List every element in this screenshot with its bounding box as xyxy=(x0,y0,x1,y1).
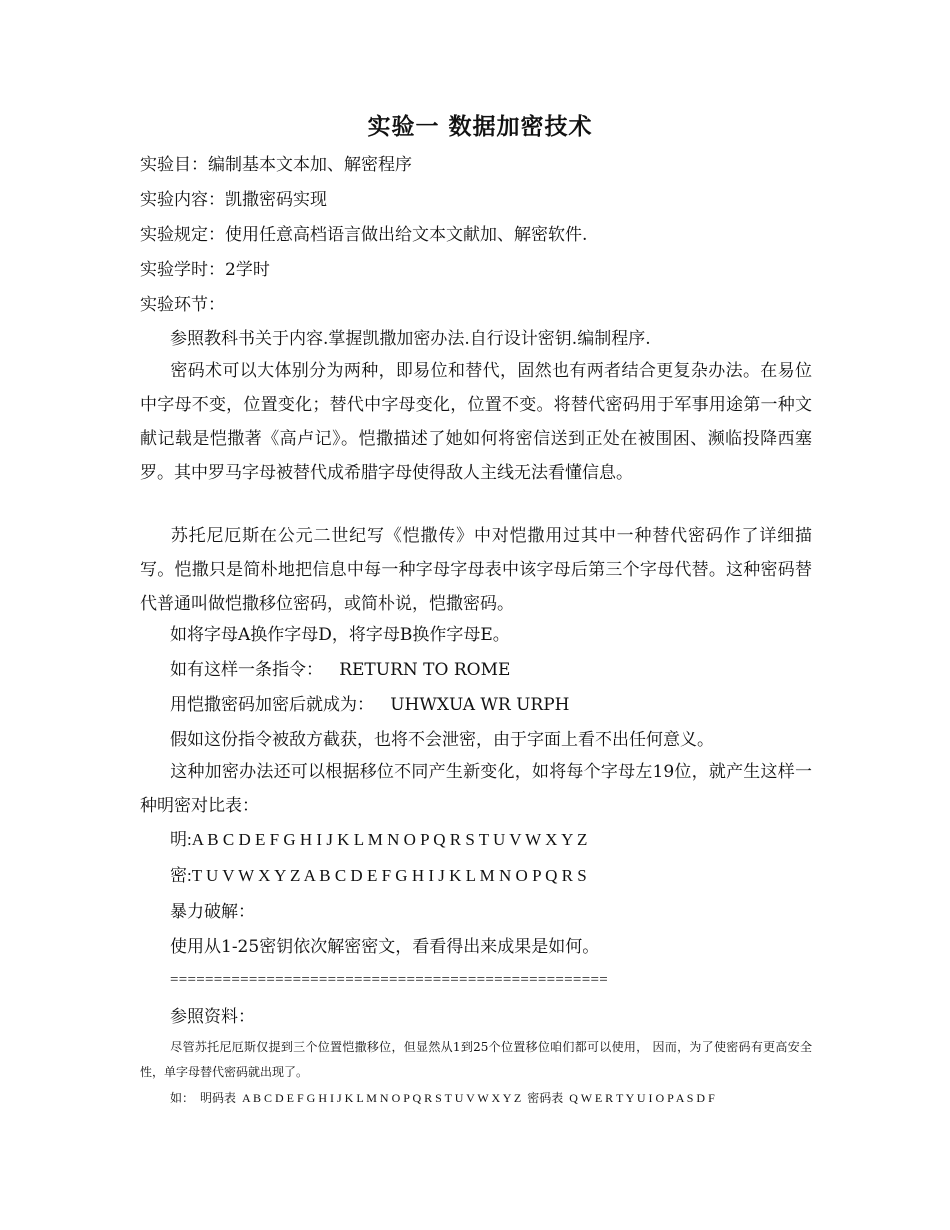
reference-heading: 参照资料： xyxy=(170,1007,255,1027)
reference-example: 如： 明码表 A B C D E F G H I J K L M N O P Q R S T U V W X Y Z 密码表 Q W E R T Y U I O P A S D F xyxy=(170,1091,715,1105)
encrypted-line: 用恺撒密码加密后就成为： UHWXUA WR URPH xyxy=(170,695,570,715)
reference-paragraph xyxy=(140,1035,812,1085)
paragraph-cryptography xyxy=(140,354,812,490)
cipher-alphabet-row: 密:T U V W X Y Z A B C D E F G H I J K L M N O P Q R S xyxy=(170,866,587,885)
reference-paragraph-text: 尽管苏托尼厄斯仅提到三个位置恺撒移位，但显然从1到25个位置移位咱们都可以使用， 因而，为了使密码有更高安全性，单字母替代密码就出现了。 xyxy=(140,1040,812,1079)
paragraph-shift-text: 这种加密办法还可以根据移位不同产生新变化，如将每个字母左19位，就产生这样一种明密对比表： xyxy=(140,762,812,816)
paragraph-suetonius-text: 苏托尼厄斯在公元二世纪写《恺撒传》中对恺撒用过其中一种替代密码作了详细描写。恺撒只是简朴地把信息中每一种字母字母表中该字母后第三个字母代替。这种密码替代普通叫做恺撒移位密码，或简朴说，恺撒密码。 xyxy=(140,526,812,614)
experiment-hours: 实验学时：2学时 xyxy=(140,260,270,280)
intercept-line: 假如这份指令被敌方截获，也将不会泄密，由于字面上看不出任何意义。 xyxy=(170,730,714,750)
experiment-steps-heading: 实验环节： xyxy=(140,295,225,315)
experiment-content: 实验内容：凯撒密码实现 xyxy=(140,190,327,210)
experiment-requirement: 实验规定：使用任意高档语言做出给文本文献加、解密软件. xyxy=(140,225,588,245)
step-line: 参照教科书关于内容.掌握凯撒加密办法.自行设计密钥.编制程序. xyxy=(170,329,651,349)
experiment-goal: 实验目：编制基本文本加、解密程序 xyxy=(140,155,412,175)
brute-force-heading: 暴力破解： xyxy=(170,902,255,922)
separator-line: ================================================== xyxy=(170,972,608,988)
paragraph-cryptography-text: 密码术可以大体别分为两种，即易位和替代，固然也有两者结合更复杂办法。在易位中字母不变，位置变化；替代中字母变化，位置不变。将替代密码用于军事用途第一种文献记载是恺撒著《高卢记》。恺撒描述了她如何将密信送到正处在被围困、濒临投降西塞罗。其中罗马字母被替代成希腊字母使得敌人主线无法看懂信息。 xyxy=(140,361,812,483)
plain-alphabet-row: 明:A B C D E F G H I J K L M N O P Q R S T U V W X Y Z xyxy=(170,830,588,849)
paragraph-shift xyxy=(140,755,812,823)
paragraph-suetonius xyxy=(140,519,812,621)
brute-force-line: 使用从1-25密钥依次解密密文，看看得出来成果是如何。 xyxy=(170,937,600,957)
command-line: 如有这样一条指令： RETURN TO ROME xyxy=(170,660,511,680)
page-title: 实验一 数据加密技术 xyxy=(367,114,593,140)
example-line: 如将字母A换作字母D，将字母B换作字母E。 xyxy=(170,625,510,645)
